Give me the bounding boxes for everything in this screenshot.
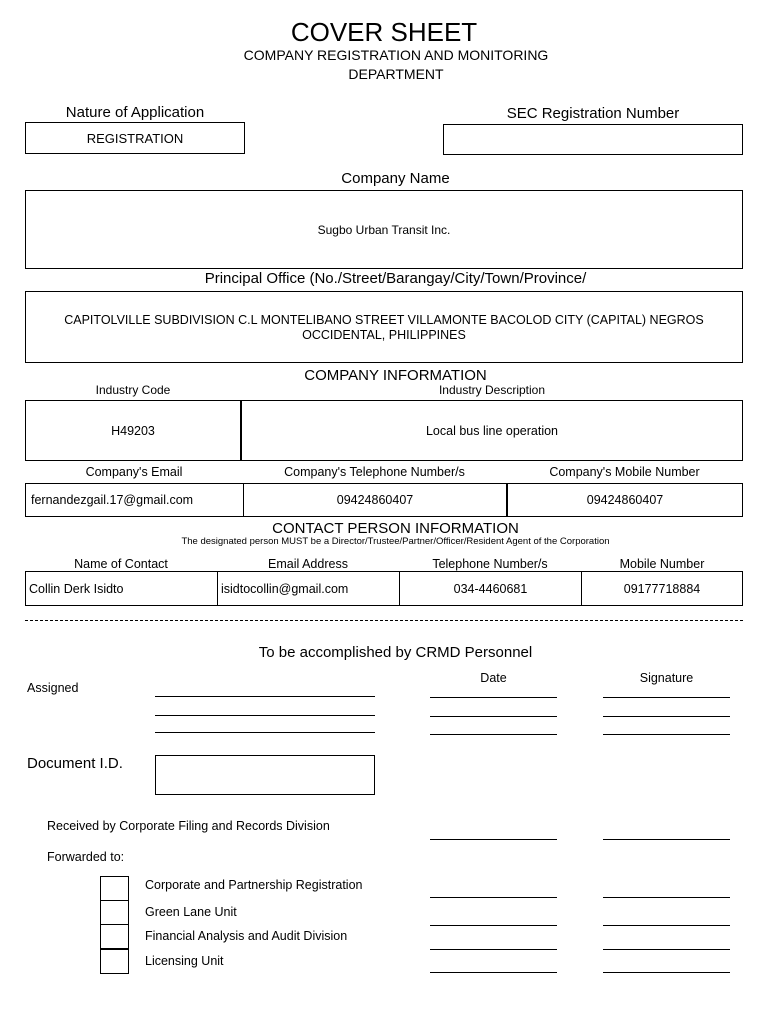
forward-signature-line-3[interactable] [603, 949, 730, 950]
company-name-field[interactable] [25, 190, 743, 269]
principal-office-field[interactable] [25, 291, 743, 363]
industry-description-label: Industry Description [438, 383, 546, 397]
nature-of-application-label: Nature of Application [65, 104, 205, 121]
contact-name-field[interactable] [25, 571, 218, 606]
assigned-date-line-1[interactable] [430, 697, 557, 698]
contact-name-value: Collin Derk Isidto [29, 581, 124, 596]
page-subtitle-line1: COMPANY REGISTRATION AND MONITORING [243, 47, 549, 63]
forward-item-label: Green Lane Unit [145, 905, 237, 919]
contact-telephone-label: Telephone Number/s [432, 557, 548, 571]
forward-date-line-1[interactable] [430, 897, 557, 898]
contact-mobile-label: Mobile Number [619, 557, 705, 571]
sec-registration-label: SEC Registration Number [506, 105, 680, 122]
assigned-label: Assigned [27, 681, 79, 695]
company-mobile-field[interactable] [506, 483, 743, 517]
forward-item-label: Corporate and Partnership Registration [145, 878, 363, 892]
forward-signature-line-1[interactable] [603, 897, 730, 898]
forward-signature-line-2[interactable] [603, 925, 730, 926]
company-name-label: Company Name [341, 170, 450, 187]
nature-of-application-value: REGISTRATION [86, 130, 184, 146]
forward-item-label: Licensing Unit [145, 954, 224, 968]
checkbox-licensing-unit[interactable] [100, 949, 129, 974]
received-by-label: Received by Corporate Filing and Records Division [47, 819, 330, 833]
contact-name-label: Name of Contact [74, 557, 168, 571]
contact-person-heading: CONTACT PERSON INFORMATION [272, 520, 519, 537]
page-subtitle-line2: DEPARTMENT [348, 66, 444, 82]
industry-description-value: Local bus line operation [425, 423, 559, 438]
contact-telephone-field[interactable] [399, 571, 582, 606]
page-title: COVER SHEET [290, 17, 478, 47]
signature-column-label: Signature [639, 671, 694, 685]
contact-telephone-value: 034-4460681 [453, 581, 528, 596]
principal-office-label: Principal Office (No./Street/Barangay/City/Town/Province/ [204, 270, 587, 287]
company-mobile-label: Company's Mobile Number [549, 465, 700, 479]
company-email-label: Company's Email [85, 465, 183, 479]
contact-email-label: Email Address [268, 557, 348, 571]
industry-code-field[interactable] [25, 400, 242, 461]
document-id-field[interactable] [155, 755, 375, 795]
assigned-line-3[interactable] [155, 732, 375, 733]
forward-item-label: Financial Analysis and Audit Division [145, 929, 348, 943]
date-column-label: Date [480, 671, 507, 685]
contact-mobile-value: 09177718884 [623, 581, 701, 596]
assigned-date-line-2[interactable] [430, 716, 557, 717]
assigned-signature-line-1[interactable] [603, 697, 730, 698]
assigned-line-2[interactable] [155, 715, 375, 716]
crmd-heading: To be accomplished by CRMD Personnel [258, 644, 533, 661]
checkbox-green-lane-unit[interactable] [100, 900, 129, 925]
forward-date-line-3[interactable] [430, 949, 557, 950]
company-information-heading: COMPANY INFORMATION [304, 367, 487, 384]
contact-email-field[interactable] [217, 571, 400, 606]
received-signature-line[interactable] [603, 839, 730, 840]
assigned-signature-line-2[interactable] [603, 716, 730, 717]
checkbox-corporate-partnership-registration[interactable] [100, 876, 129, 901]
received-date-line[interactable] [430, 839, 557, 840]
sec-registration-field[interactable] [443, 124, 743, 155]
forward-date-line-4[interactable] [430, 972, 557, 973]
assigned-signature-line-3[interactable] [603, 734, 730, 735]
principal-office-line2: OCCIDENTAL, PHILIPPINES [302, 328, 466, 342]
company-email-field[interactable] [25, 483, 244, 517]
document-id-label: Document I.D. [27, 755, 123, 772]
contact-mobile-field[interactable] [581, 571, 743, 606]
industry-code-value: H49203 [111, 423, 155, 438]
nature-of-application-field[interactable] [25, 122, 245, 154]
industry-code-label: Industry Code [95, 383, 171, 397]
cut-line-divider [25, 620, 743, 621]
contact-person-note: The designated person MUST be a Director/Trustee/Partner/Officer/Resident Agent of the Corporation [181, 536, 610, 547]
company-telephone-value: 09424860407 [336, 493, 414, 507]
forward-signature-line-4[interactable] [603, 972, 730, 973]
assigned-line-1[interactable] [155, 696, 375, 697]
company-telephone-label: Company's Telephone Number/s [284, 465, 465, 479]
forward-date-line-2[interactable] [430, 925, 557, 926]
company-telephone-field[interactable] [243, 483, 507, 517]
company-name-value: Sugbo Urban Transit Inc. [317, 222, 451, 237]
assigned-date-line-3[interactable] [430, 734, 557, 735]
industry-description-field[interactable] [241, 400, 743, 461]
company-mobile-value: 09424860407 [586, 493, 664, 507]
principal-office-line1: CAPITOLVILLE SUBDIVISION C.L MONTELIBANO STREET VILLAMONTE BACOLOD CITY (CAPITAL) NEGROS [64, 313, 704, 327]
company-email-value: fernandezgail.17@gmail.com [31, 493, 194, 507]
forwarded-to-label: Forwarded to: [47, 850, 125, 864]
checkbox-financial-analysis-audit-division[interactable] [100, 924, 129, 949]
contact-email-value: isidtocollin@gmail.com [221, 581, 349, 596]
